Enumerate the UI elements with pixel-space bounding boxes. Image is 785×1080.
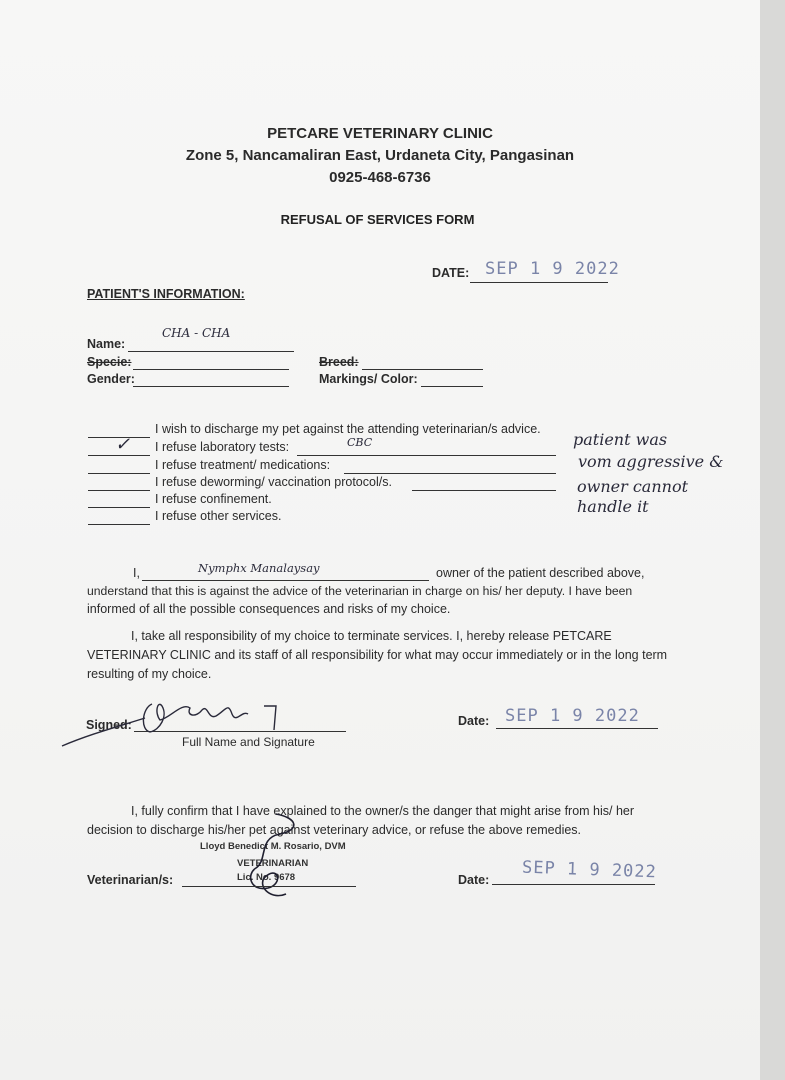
option-detail-line — [344, 473, 556, 474]
date-stamp: SEP 1 9 2022 — [485, 259, 620, 279]
name-label: Name: — [87, 337, 126, 351]
markings-line — [421, 386, 483, 387]
option-blank — [88, 490, 150, 491]
owner-statement-line1: owner of the patient described above, — [436, 566, 645, 580]
option-text: I refuse confinement. — [155, 492, 272, 506]
vet-stamp-name: Lloyd Benedict M. Rosario, DVM — [200, 841, 346, 852]
date-label: DATE: — [432, 266, 470, 280]
signed-date-stamp: SEP 1 9 2022 — [505, 706, 640, 726]
owner-statement-line2: understand that this is against the advice of the veterinarian in charge on his/ her deputy. I have been — [87, 584, 633, 598]
note-line: handle it — [577, 497, 649, 516]
vet-stamp-title: VETERINARIAN — [237, 858, 309, 869]
clinic-phone: 0925-468-6736 — [329, 169, 431, 186]
owner-signature — [50, 690, 290, 760]
patient-section-title: PATIENT'S INFORMATION: — [87, 287, 245, 301]
clinic-address: Zone 5, Nancamaliran East, Urdaneta City, Pangasinan — [185, 147, 575, 164]
option-text: I refuse other services. — [155, 509, 282, 523]
signed-date-line — [496, 728, 658, 729]
vet-line — [182, 886, 356, 887]
option-blank — [88, 507, 150, 508]
responsibility-paragraph: I, take all responsibility of my choice to terminate services. I, hereby release PETCARE VETERINARY CLINIC and its staff of all responsibility for what may occur immediately or in the long term resulting of my choice. — [87, 629, 668, 681]
option-text: I refuse treatment/ medications: — [155, 458, 331, 472]
specie-label: Specie: — [87, 355, 132, 369]
breed-label: Breed: — [319, 355, 359, 369]
patient-name-value: CHA - CHA — [162, 326, 231, 340]
signature-caption: Full Name and Signature — [182, 735, 315, 749]
gender-line — [133, 386, 289, 387]
note-line: vom aggressive & — [578, 452, 724, 471]
vet-date-label: Date: — [458, 873, 490, 887]
option-detail: CBC — [347, 436, 373, 449]
note-line: patient was — [573, 430, 668, 449]
date-line — [470, 282, 608, 283]
breed-line — [362, 369, 483, 370]
gender-label: Gender: — [87, 372, 135, 386]
clinic-name: PETCARE VETERINARY CLINIC — [267, 125, 493, 142]
specie-line — [133, 369, 289, 370]
signed-label: Signed: — [86, 718, 132, 732]
option-text: I refuse laboratory tests: — [155, 440, 290, 454]
option-check-mark: ✓ — [115, 434, 131, 455]
option-blank — [88, 473, 150, 474]
note-line: owner cannot — [577, 477, 689, 496]
signed-date-label: Date: — [458, 714, 490, 728]
option-text: I wish to discharge my pet against the attending veterinarian/s advice. — [155, 422, 541, 436]
owner-name-line — [142, 580, 429, 581]
option-detail-line — [412, 490, 556, 491]
owner-statement-line3: informed of all the possible consequences and risks of my choice. — [87, 602, 451, 616]
scan-edge — [760, 0, 785, 1080]
vet-signature — [228, 808, 308, 908]
form-title: REFUSAL OF SERVICES FORM — [280, 212, 475, 227]
vet-date-line — [492, 884, 655, 885]
markings-label: Markings/ Color: — [319, 372, 418, 386]
option-detail-line — [297, 455, 556, 456]
option-text: I refuse deworming/ vaccination protocol/s. — [155, 475, 392, 489]
owner-prefix: I, — [133, 566, 140, 580]
vet-label: Veterinarian/s: — [87, 873, 174, 887]
name-line — [128, 351, 294, 352]
vet-date-stamp: SEP 1 9 2022 — [521, 857, 658, 883]
owner-name: Nymphx Manalaysay — [198, 561, 320, 575]
option-blank — [88, 455, 150, 456]
vet-stamp-license: Lic. No. 9678 — [237, 872, 296, 883]
option-blank — [88, 524, 150, 525]
confirmation-paragraph: I, fully confirm that I have explained to the owner/s the danger that might arise from his/ her decision to discharge his/her pet against veterinary advice, or refuse the above remedies. — [87, 804, 635, 837]
